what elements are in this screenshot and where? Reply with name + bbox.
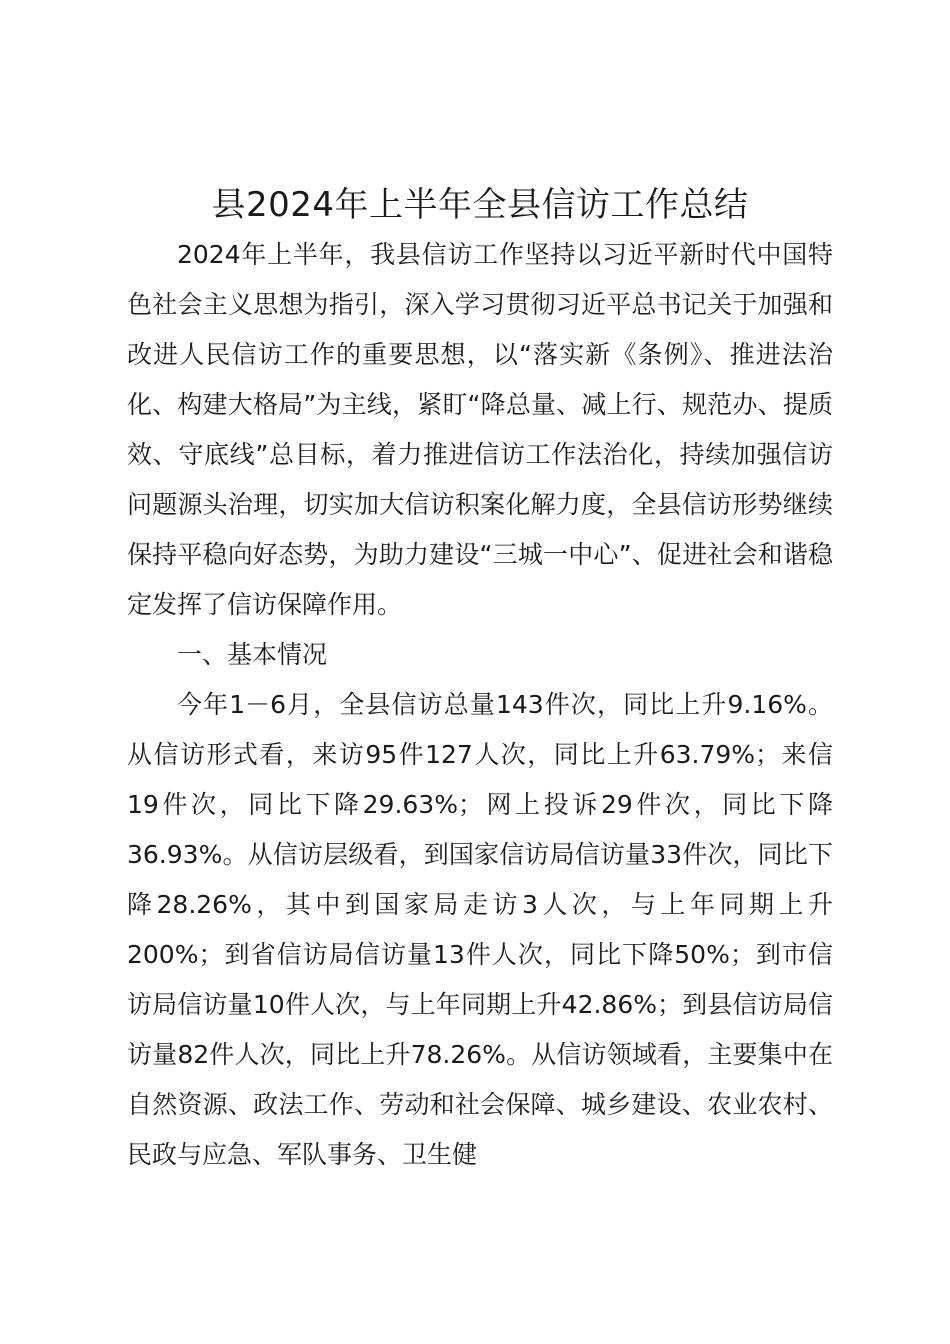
intro-paragraph: 2024年上半年，我县信访工作坚持以习近平新时代中国特色社会主义思想为指引，深入学习贯彻习近平总书记关于加强和改进人民信访工作的重要思想，以“落实新《条例》、推进法治化、构建大格局”为主线，紧盯“降总量、减上行、规范办、提质效、守底线”总目标，着力推进信访工作法治化，持续加强信访问题源头治理，切实加大信访积案化解力度，全县信访形势继续保持平稳向好态势，为助力建设“三城一中心”、促进社会和谐稳定发挥了信访保障作用。 (127, 240, 833, 619)
document-title: 县2024年上半年全县信访工作总结 (211, 185, 749, 225)
document-body (127, 180, 833, 1180)
basic-situation-paragraph: 今年1－6月，全县信访总量143件次，同比上升9.16%。从信访形式看，来访95件127人次，同比上升63.79%；来信19件次，同比下降29.63%；网上投诉29件次，同比下降36.93%。从信访层级看，到国家信访局信访量33件次，同比下降28.26%，其中到国家局走访3人次，与上年同期上升200%；到省信访局信访量13件人次，同比下降50%；到市信访局信访量10件人次，与上年同期上升42.86%；到县信访局信访量82件人次，同比上升78.26%。从信访领域看，主要集中在自然资源、政法工作、劳动和社会保障、城乡建设、农业农村、民政与应急、军队事务、卫生健 (127, 690, 833, 1169)
section-heading-basic-situation: 一、基本情况 (177, 640, 328, 669)
